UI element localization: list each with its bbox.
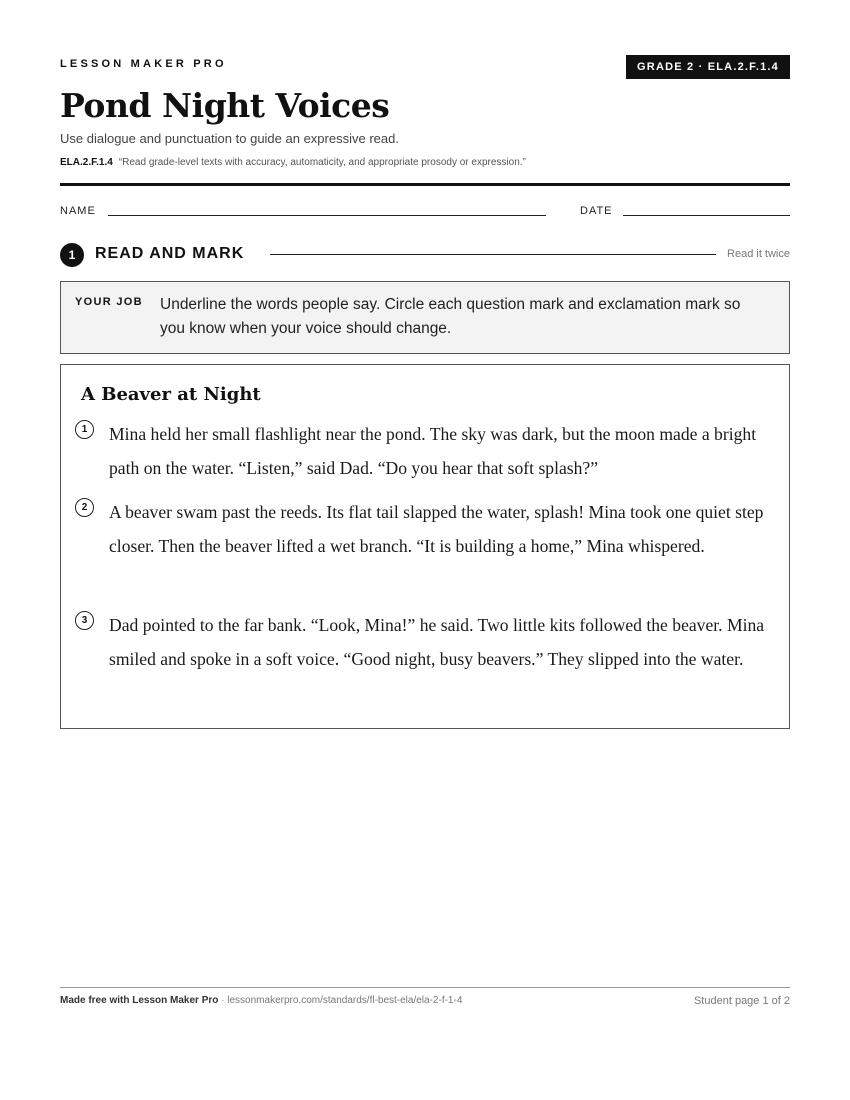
story-box xyxy=(60,364,790,729)
story-paragraph-2: A beaver swam past the reeds. Its flat tail slapped the water, splash! Mina took one quiet step closer. Then the beaver lifted a wet branch. “It is building a home,” Mina whispered. xyxy=(109,502,764,556)
footer-page-number: Student page 1 of 2 xyxy=(693,995,790,1007)
section-note: Read it twice xyxy=(727,248,790,260)
standard-code: ELA.2.F.1.4 xyxy=(60,157,113,168)
standard-text: “Read grade-level texts with accuracy, automaticity, and appropriate prosody or expression.” xyxy=(118,157,526,168)
grade-badge: GRADE 2 · ELA.2.F.1.4 xyxy=(626,55,790,79)
section-number-badge: 1 xyxy=(60,243,84,267)
standard-line xyxy=(60,157,526,168)
job-box xyxy=(60,281,790,354)
page-subtitle: Use dialogue and punctuation to guide an expressive read. xyxy=(60,131,399,146)
job-label: YOUR JOB xyxy=(75,296,143,308)
story-paragraph-3: Dad pointed to the far bank. “Look, Mina!” he said. Two little kits followed the beaver. Mina smiled and spoke in a soft voice. “Good night, busy beavers.” They slipped into the water. xyxy=(109,615,765,669)
story-paragraph-1: Mina held her small flashlight near the pond. The sky was dark, but the moon made a bright path on the water. “Listen,” said Dad. “Do you hear that soft splash?” xyxy=(109,424,757,478)
section-rule xyxy=(270,254,716,255)
paragraph-number-3: 3 xyxy=(75,611,94,630)
job-instructions: Underline the words people say. Circle each question mark and exclamation mark so you know when your voice should change. xyxy=(160,296,741,337)
name-label: NAME xyxy=(60,205,96,217)
footer-credit xyxy=(60,995,462,1006)
name-field[interactable] xyxy=(108,215,546,216)
header-divider xyxy=(60,183,790,186)
footer-made-by: Made free with Lesson Maker Pro xyxy=(60,995,219,1006)
footer-divider xyxy=(60,987,790,988)
footer-url[interactable]: · lessonmakerpro.com/standards/fl-best-ela/ela-2-f-1-4 xyxy=(218,995,463,1006)
story-title: A Beaver at Night xyxy=(81,384,261,405)
date-label: DATE xyxy=(580,205,613,217)
worksheet-page xyxy=(60,0,790,1100)
section-title: READ AND MARK xyxy=(95,245,245,262)
date-field[interactable] xyxy=(623,215,790,216)
brand-name: LESSON MAKER PRO xyxy=(60,58,227,70)
paragraph-number-1: 1 xyxy=(75,420,94,439)
paragraph-number-2: 2 xyxy=(75,498,94,517)
page-title: Pond Night Voices xyxy=(60,86,390,125)
